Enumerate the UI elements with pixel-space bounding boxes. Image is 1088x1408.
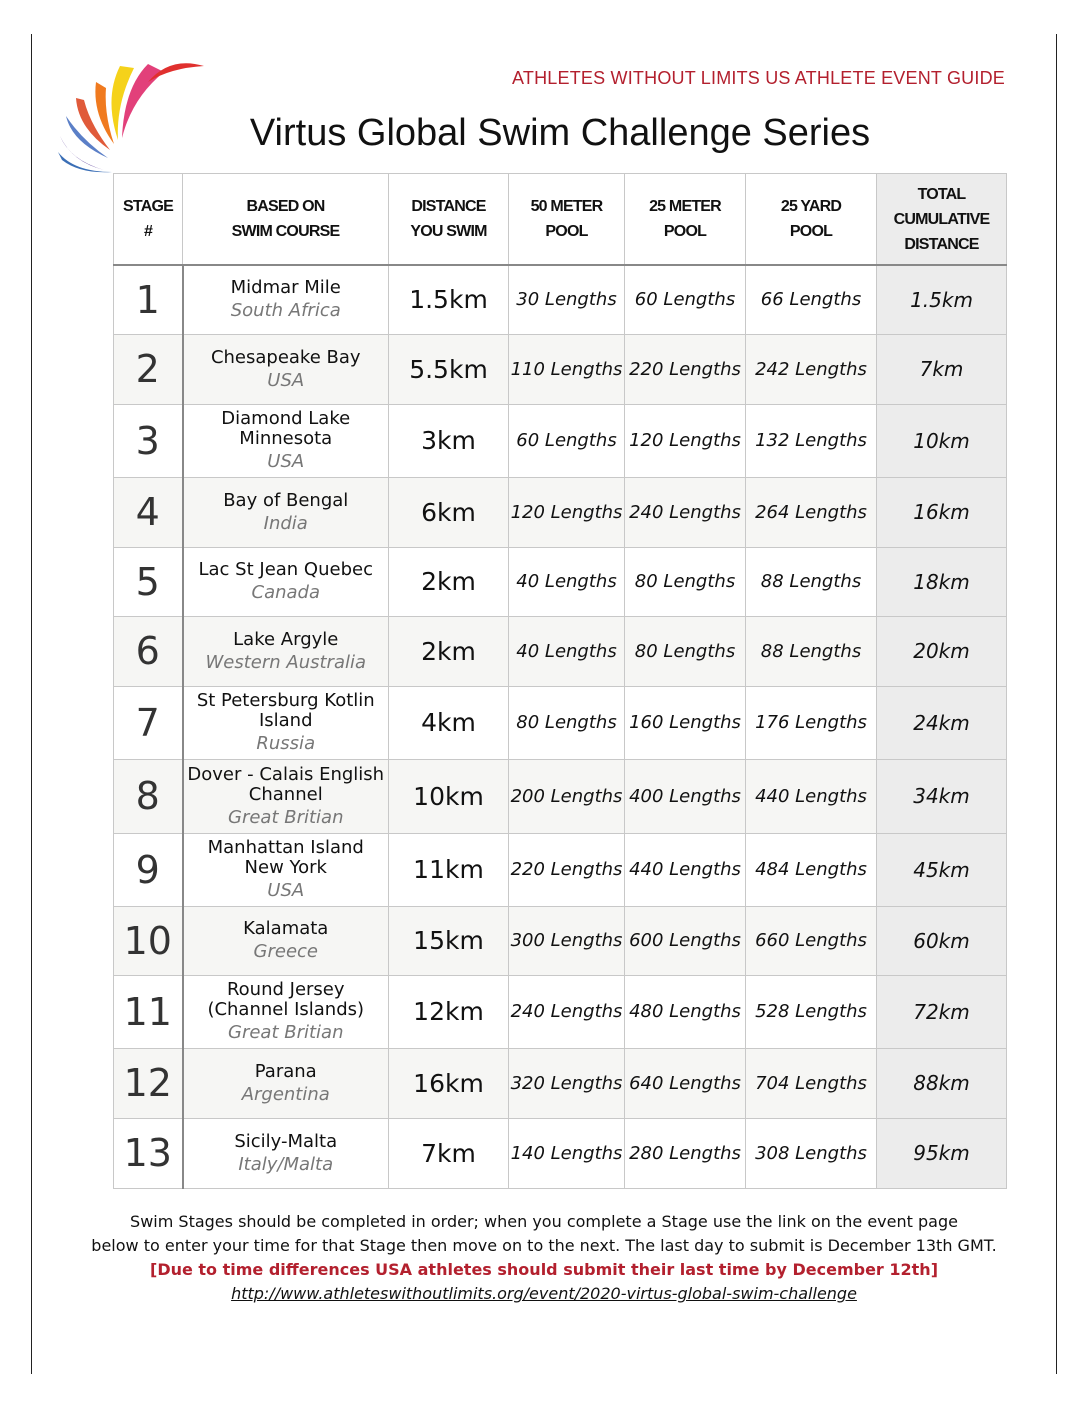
total-cumulative-distance: 60km [877,906,1007,975]
course-cell [183,906,389,975]
pool-50m-lengths: 240 Lengths [509,975,625,1048]
right-border-line [1056,34,1057,1374]
pool-25y-lengths: 88 Lengths [746,547,877,616]
pool-25m-lengths: 440 Lengths [625,833,746,906]
swim-stages-table [113,173,1007,1189]
course-cell [183,833,389,906]
header-label-line: CUMULATIVE [893,210,990,228]
course-name: Manhattan Island [207,837,364,858]
header-label-line: 50 METER [530,198,603,215]
pool-25y-lengths: 484 Lengths [746,833,877,906]
course-name: Sicily-Malta [234,1130,338,1152]
total-cumulative-distance: 88km [877,1048,1007,1118]
distance-you-swim: 6km [389,477,509,547]
pool-25y-lengths: 660 Lengths [746,906,877,975]
distance-you-swim: 5.5km [389,334,509,404]
course-cell [183,547,389,616]
table-body [114,265,1007,1188]
header-pool-25m [625,174,746,266]
header-stage [114,174,183,266]
stage-number: 4 [114,477,183,547]
header-course [183,174,389,266]
header-label-line: BASED ON [246,198,325,215]
course-name: New York [244,857,327,878]
pool-25m-lengths: 280 Lengths [625,1118,746,1188]
footer-notes [0,1210,1088,1306]
header-distance [389,174,509,266]
table-header-row [114,174,1007,266]
total-cumulative-distance: 16km [877,477,1007,547]
course-name: Lac St Jean Quebec [198,559,373,580]
header-label-line: SWIM COURSE [231,223,340,240]
table-row [114,975,1007,1048]
table-row [114,759,1007,833]
course-name: Bay of Bengal [223,489,349,511]
course-name: Midmar Mile [230,277,341,299]
footer-warning: [Due to time differences USA athletes should submit their last time by December 12th] [150,1260,938,1279]
course-country: Great Britian [228,1022,344,1043]
table-row [114,686,1007,759]
left-border-line [31,34,32,1374]
total-cumulative-distance: 10km [877,404,1007,477]
table-row [114,404,1007,477]
course-name: Kalamata [243,918,329,939]
pool-50m-lengths: 200 Lengths [509,759,625,833]
pool-50m-lengths: 40 Lengths [509,547,625,616]
distance-you-swim: 16km [389,1048,509,1118]
pool-25y-lengths: 132 Lengths [746,404,877,477]
stage-number: 12 [114,1048,183,1118]
pool-50m-lengths: 300 Lengths [509,906,625,975]
course-cell [183,616,389,686]
distance-you-swim: 2km [389,616,509,686]
pool-50m-lengths: 30 Lengths [509,265,625,334]
pool-25m-lengths: 80 Lengths [625,616,746,686]
total-cumulative-distance: 1.5km [877,265,1007,334]
total-cumulative-distance: 18km [877,547,1007,616]
total-cumulative-distance: 45km [877,833,1007,906]
distance-you-swim: 2km [389,547,509,616]
header-label-line: DISTANCE [411,198,486,215]
stage-number: 1 [114,265,183,334]
course-name: Island [258,710,313,731]
course-country: USA [267,880,305,901]
course-name: Round Jersey [226,979,345,1000]
pool-50m-lengths: 320 Lengths [509,1048,625,1118]
course-name: Diamond Lake [221,408,351,429]
table-row [114,477,1007,547]
total-cumulative-distance: 72km [877,975,1007,1048]
header-pool-25y [746,174,877,266]
table-row [114,547,1007,616]
header-label-line: POOL [789,223,833,240]
pool-25m-lengths: 400 Lengths [625,759,746,833]
course-country: South Africa [230,300,341,322]
course-country: USA [267,451,305,472]
pool-50m-lengths: 60 Lengths [509,404,625,477]
stage-number: 9 [114,833,183,906]
distance-you-swim: 1.5km [389,265,509,334]
table-row [114,616,1007,686]
distance-you-swim: 11km [389,833,509,906]
pool-50m-lengths: 220 Lengths [509,833,625,906]
course-country: Great Britian [228,806,344,828]
stage-number: 10 [114,906,183,975]
distance-you-swim: 15km [389,906,509,975]
pool-25y-lengths: 176 Lengths [746,686,877,759]
header-label-line: POOL [663,223,707,240]
pool-25m-lengths: 160 Lengths [625,686,746,759]
course-name: St Petersburg Kotlin [196,690,375,711]
course-cell [183,1118,389,1188]
pool-25m-lengths: 60 Lengths [625,265,746,334]
stage-number: 2 [114,334,183,404]
course-cell [183,975,389,1048]
pool-25y-lengths: 242 Lengths [746,334,877,404]
course-country: Greece [253,941,318,962]
pool-25y-lengths: 528 Lengths [746,975,877,1048]
pool-25m-lengths: 120 Lengths [625,404,746,477]
stage-number: 3 [114,404,183,477]
course-country: Italy/Malta [238,1153,334,1175]
pool-25m-lengths: 480 Lengths [625,975,746,1048]
page-title: Virtus Global Swim Challenge Series [249,112,871,154]
header-label-line: TOTAL [917,185,966,203]
stage-number: 7 [114,686,183,759]
pool-50m-lengths: 120 Lengths [509,477,625,547]
distance-you-swim: 3km [389,404,509,477]
course-cell [183,265,389,334]
pool-25m-lengths: 600 Lengths [625,906,746,975]
header-label-line: 25 YARD [780,198,842,215]
total-cumulative-distance: 24km [877,686,1007,759]
course-country: Canada [251,582,320,603]
stage-number: 8 [114,759,183,833]
table-row [114,334,1007,404]
course-name: Minnesota [239,428,333,449]
header-label-line: DISTANCE [904,235,979,253]
header-label-line: # [143,223,153,240]
pool-25y-lengths: 308 Lengths [746,1118,877,1188]
header-label-line: POOL [545,223,588,240]
event-link[interactable]: http://www.athleteswithoutlimits.org/event/2020-virtus-global-swim-challenge [231,1284,857,1303]
course-cell [183,477,389,547]
stage-number: 5 [114,547,183,616]
course-cell [183,404,389,477]
pool-25y-lengths: 264 Lengths [746,477,877,547]
stage-number: 6 [114,616,183,686]
table-row [114,265,1007,334]
course-cell [183,759,389,833]
course-cell [183,334,389,404]
event-guide-label: ATHLETES WITHOUT LIMITS US ATHLETE EVENT GUIDE [512,68,1005,88]
pool-25y-lengths: 704 Lengths [746,1048,877,1118]
pool-50m-lengths: 140 Lengths [509,1118,625,1188]
course-name: Chesapeake Bay [210,346,361,368]
total-cumulative-distance: 20km [877,616,1007,686]
table-row [114,1048,1007,1118]
course-country: India [263,512,308,534]
footer-line-1: Swim Stages should be completed in order; when you complete a Stage use the link on the event page [130,1212,958,1231]
header-pool-50m [509,174,625,266]
course-name: Parana [254,1060,317,1082]
course-country: Russia [256,733,316,754]
course-cell [183,1048,389,1118]
total-cumulative-distance: 7km [877,334,1007,404]
pool-25y-lengths: 88 Lengths [746,616,877,686]
stage-number: 11 [114,975,183,1048]
course-country: USA [267,369,305,391]
pool-25y-lengths: 66 Lengths [746,265,877,334]
course-cell [183,686,389,759]
pool-25m-lengths: 640 Lengths [625,1048,746,1118]
course-name: Lake Argyle [233,628,339,650]
table-row [114,1118,1007,1188]
pool-50m-lengths: 80 Lengths [509,686,625,759]
distance-you-swim: 4km [389,686,509,759]
pool-25m-lengths: 80 Lengths [625,547,746,616]
total-cumulative-distance: 34km [877,759,1007,833]
course-name: Dover - Calais English [187,763,385,785]
header-label-line: STAGE [123,198,173,215]
header-total [877,174,1007,266]
pool-25m-lengths: 220 Lengths [625,334,746,404]
pool-25m-lengths: 240 Lengths [625,477,746,547]
header-label-line: 25 METER [649,198,721,215]
stage-number: 13 [114,1118,183,1188]
distance-you-swim: 7km [389,1118,509,1188]
pool-50m-lengths: 110 Lengths [509,334,625,404]
course-country: Argentina [241,1083,330,1105]
pool-25y-lengths: 440 Lengths [746,759,877,833]
pool-50m-lengths: 40 Lengths [509,616,625,686]
table-row [114,833,1007,906]
course-name: Channel [248,783,323,805]
header-label-line: YOU SWIM [410,223,487,240]
distance-you-swim: 12km [389,975,509,1048]
distance-you-swim: 10km [389,759,509,833]
total-cumulative-distance: 95km [877,1118,1007,1188]
footer-line-2: below to enter your time for that Stage then move on to the next. The last day to submit is December 13th GMT. [91,1236,997,1255]
course-country: Western Australia [205,651,367,673]
course-name: (Channel Islands) [207,999,365,1020]
table-row [114,906,1007,975]
